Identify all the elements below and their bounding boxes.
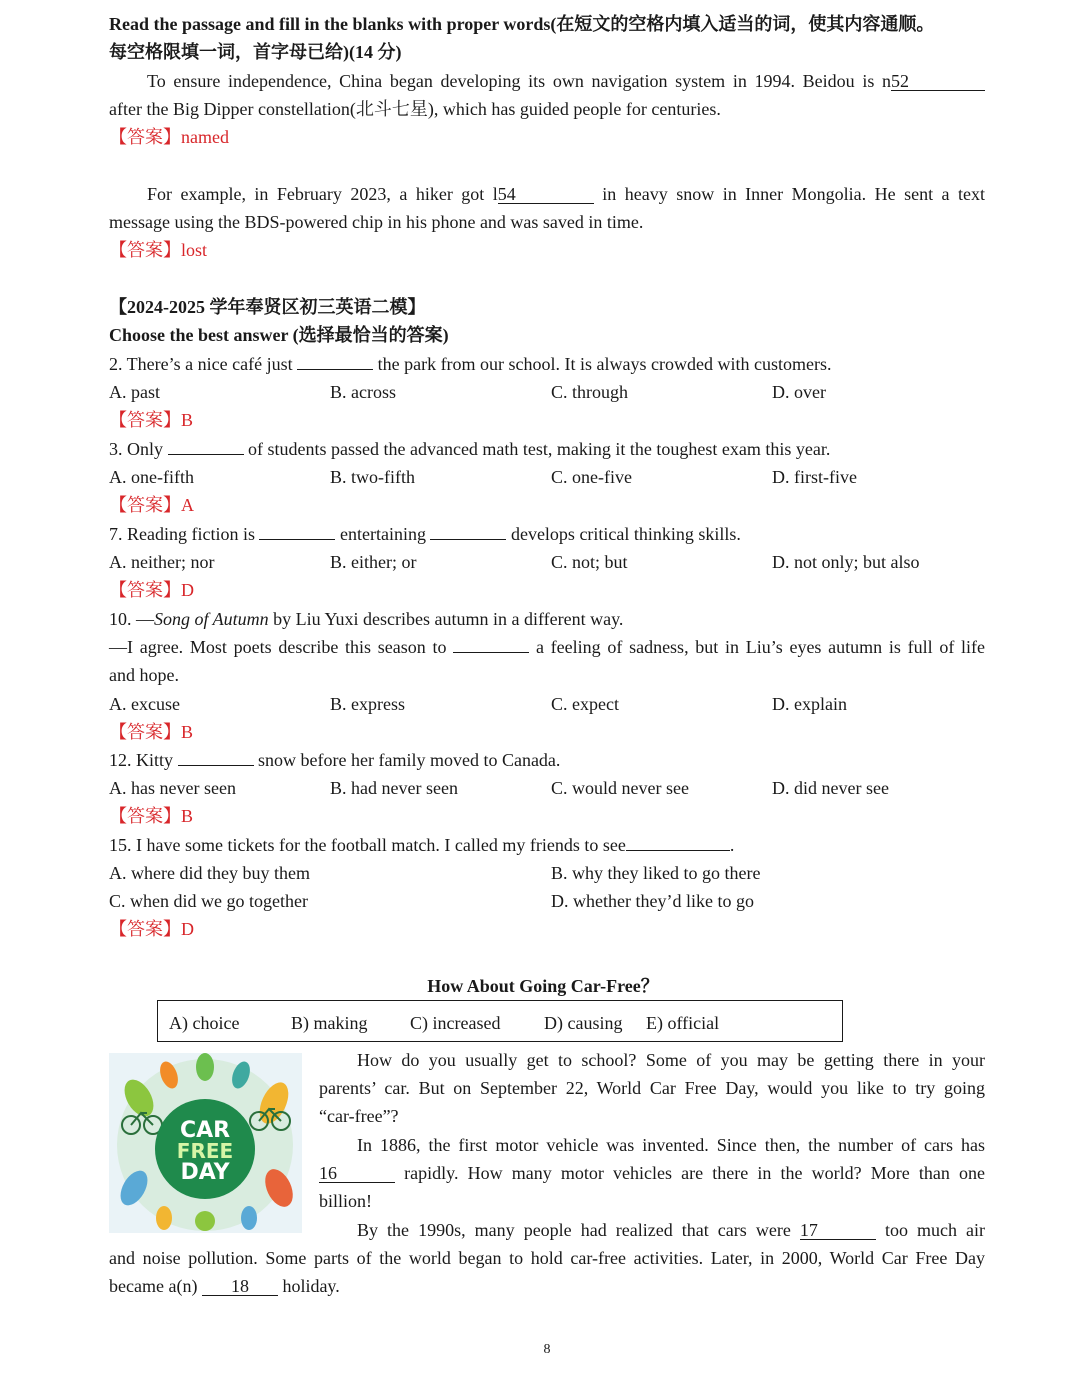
question-15-option-c: C. when did we go together bbox=[109, 891, 308, 911]
question-12-option-c: C. would never see bbox=[551, 778, 689, 798]
instruction-line-2: 每空格限填一词，首字母已给)(14 分) bbox=[109, 42, 402, 62]
choose-instruction: Choose the best answer (选择最恰当的答案) bbox=[109, 325, 449, 345]
question-15-stem bbox=[109, 834, 734, 856]
question-7-answer: 【答案】D bbox=[109, 580, 194, 600]
question-10-answer: 【答案】B bbox=[109, 722, 194, 742]
passage-3-para-2-line-1: In 1886, the first motor vehicle was invented. Since then, the number of cars has bbox=[357, 1135, 985, 1155]
question-7-option-c: C. not; but bbox=[551, 552, 628, 572]
question-2-option-d: D. over bbox=[772, 382, 826, 402]
passage-title: How About Going Car-Free？ bbox=[427, 976, 659, 996]
question-3-stem bbox=[109, 438, 830, 460]
question-3-text-b: of students passed the advanced math test, making it the toughest exam this year. bbox=[248, 439, 831, 459]
word-bank-e: E) official bbox=[646, 1013, 720, 1033]
question-10-option-c: C. expect bbox=[551, 694, 619, 714]
question-10-line-2 bbox=[109, 636, 985, 658]
question-12-text-a: 12. Kitty bbox=[109, 750, 174, 770]
passage-3-para-3-line-1 bbox=[357, 1219, 985, 1241]
instruction-line-1: Read the passage and fill in the blanks with proper words(在短文的空格内填入适当的词，使其内容通顺。 bbox=[109, 14, 935, 34]
question-15-text-b: . bbox=[729, 835, 735, 855]
question-3-answer: 【答案】A bbox=[109, 495, 194, 515]
question-2-text-b: the park from our school. It is always crowded with customers. bbox=[377, 354, 832, 374]
car-free-day-illustration bbox=[109, 1053, 302, 1233]
blank-54: 54 bbox=[498, 185, 594, 204]
question-2-option-b: B. across bbox=[330, 382, 396, 402]
question-7-option-b: B. either; or bbox=[330, 552, 417, 572]
question-3-option-b: B. two-fifth bbox=[330, 467, 415, 487]
passage-3-para-3-line-3-a: became a(n) bbox=[109, 1276, 198, 1296]
blank-17: 17 bbox=[800, 1221, 876, 1240]
blank-18: 18 bbox=[202, 1277, 278, 1296]
question-12-blank bbox=[178, 765, 254, 766]
word-bank-c: C) increased bbox=[410, 1013, 501, 1033]
question-12-option-d: D. did never see bbox=[772, 778, 889, 798]
question-10-blank bbox=[453, 652, 529, 653]
exam-heading: 【2024-2025 学年奉贤区初三英语二模】 bbox=[109, 297, 426, 317]
passage-3-para-2-line-2-text: rapidly. How many motor vehicles are there in the world? More than one bbox=[404, 1163, 985, 1183]
question-7-option-d: D. not only; but also bbox=[772, 552, 920, 572]
passage-1-text: To ensure independence, China began developing its own navigation system in 1994. Beidou is n bbox=[147, 71, 891, 91]
question-15-blank bbox=[626, 850, 730, 851]
passage-3-para-3-text-b: too much air bbox=[884, 1220, 986, 1240]
logo-word-free: FREE bbox=[176, 1139, 234, 1163]
car-free-day-image bbox=[109, 1053, 302, 1233]
question-2-stem bbox=[109, 353, 832, 375]
question-3-text-a: 3. Only bbox=[109, 439, 163, 459]
passage-3-para-1-line-2: parents’ car. But on September 22, World Car Free Day, would you like to try going bbox=[319, 1078, 985, 1098]
word-bank-d: D) causing bbox=[544, 1013, 623, 1033]
passage-3-para-3-line-3 bbox=[109, 1275, 340, 1297]
question-10-text-a: 10. — bbox=[109, 609, 154, 629]
question-7-text-c: develops critical thinking skills. bbox=[510, 524, 741, 544]
question-2-blank bbox=[297, 369, 373, 370]
word-bank-b: B) making bbox=[291, 1013, 368, 1033]
logo-word-day: DAY bbox=[180, 1160, 230, 1185]
question-12-option-a: A. has never seen bbox=[109, 778, 236, 798]
passage-3-para-2-line-3: billion! bbox=[319, 1191, 372, 1211]
passage-3-para-2-line-2 bbox=[319, 1162, 985, 1184]
logo-word-car: CAR bbox=[179, 1118, 231, 1143]
question-3-option-d: D. first-five bbox=[772, 467, 857, 487]
question-2-option-c: C. through bbox=[551, 382, 629, 402]
question-15-text-a: 15. I have some tickets for the football match. I called my friends to see bbox=[109, 835, 626, 855]
passage-2-text-b: in heavy snow in Inner Mongolia. He sent a text bbox=[602, 184, 986, 204]
question-10-option-b: B. express bbox=[330, 694, 405, 714]
question-12-option-b: B. had never seen bbox=[330, 778, 458, 798]
question-3-blank bbox=[168, 454, 244, 455]
passage-1-line-2: after the Big Dipper constellation(北斗七星), which has guided people for centuries. bbox=[109, 99, 721, 119]
passage-3-para-1-line-1: How do you usually get to school? Some of you may be getting there in your bbox=[357, 1050, 985, 1070]
passage-3-para-3-line-3-b: holiday. bbox=[282, 1276, 340, 1296]
question-12-answer: 【答案】B bbox=[109, 806, 194, 826]
passage-2-text-a: For example, in February 2023, a hiker got l bbox=[147, 184, 498, 204]
question-2-option-a: A. past bbox=[109, 382, 160, 402]
question-15-answer: 【答案】D bbox=[109, 919, 194, 939]
question-10-line-2-a: —I agree. Most poets describe this season to bbox=[109, 637, 447, 657]
question-7-stem bbox=[109, 523, 741, 545]
word-bank-a: A) choice bbox=[169, 1013, 240, 1033]
page-number: 8 bbox=[543, 1342, 551, 1357]
question-7-blank-1 bbox=[259, 539, 335, 540]
question-7-text-b: entertaining bbox=[339, 524, 426, 544]
question-10-line-2-b: a feeling of sadness, but in Liu’s eyes autumn is full of life bbox=[535, 637, 986, 657]
question-15-option-a: A. where did they buy them bbox=[109, 863, 310, 883]
question-7-blank-2 bbox=[430, 539, 506, 540]
question-2-text-a: 2. There’s a nice café just bbox=[109, 354, 293, 374]
question-10-line-3: and hope. bbox=[109, 665, 179, 685]
poem-title: Song of Autumn bbox=[154, 609, 269, 629]
question-2-answer: 【答案】B bbox=[109, 410, 194, 430]
answer-lost: 【答案】lost bbox=[109, 240, 208, 260]
question-3-option-c: C. one-five bbox=[551, 467, 632, 487]
passage-3-para-3-line-2: and noise pollution. Some parts of the world began to hold car-free activities. Later, in 2000, World Car Free Day bbox=[109, 1248, 985, 1268]
question-3-option-a: A. one-fifth bbox=[109, 467, 194, 487]
question-12-stem bbox=[109, 749, 560, 771]
question-10-text-b: by Liu Yuxi describes autumn in a different way. bbox=[268, 609, 624, 629]
passage-1-line-1 bbox=[147, 70, 985, 92]
answer-named: 【答案】named bbox=[109, 127, 229, 147]
passage-2-line-1 bbox=[147, 183, 985, 205]
question-12-text-b: snow before her family moved to Canada. bbox=[258, 750, 561, 770]
passage-3-para-1-line-3: “car-free”? bbox=[319, 1106, 399, 1126]
blank-52: 52 bbox=[891, 72, 985, 91]
question-7-text-a: 7. Reading fiction is bbox=[109, 524, 255, 544]
question-15-option-d: D. whether they’d like to go bbox=[551, 891, 754, 911]
question-10-option-a: A. excuse bbox=[109, 694, 180, 714]
question-7-option-a: A. neither; nor bbox=[109, 552, 215, 572]
passage-3-para-3-text-a: By the 1990s, many people had realized that cars were bbox=[357, 1220, 791, 1240]
question-10-option-d: D. explain bbox=[772, 694, 847, 714]
blank-16: 16 bbox=[319, 1164, 395, 1183]
question-15-option-b: B. why they liked to go there bbox=[551, 863, 761, 883]
passage-2-line-2: message using the BDS-powered chip in his phone and was saved in time. bbox=[109, 212, 644, 232]
question-10-stem bbox=[109, 608, 623, 630]
